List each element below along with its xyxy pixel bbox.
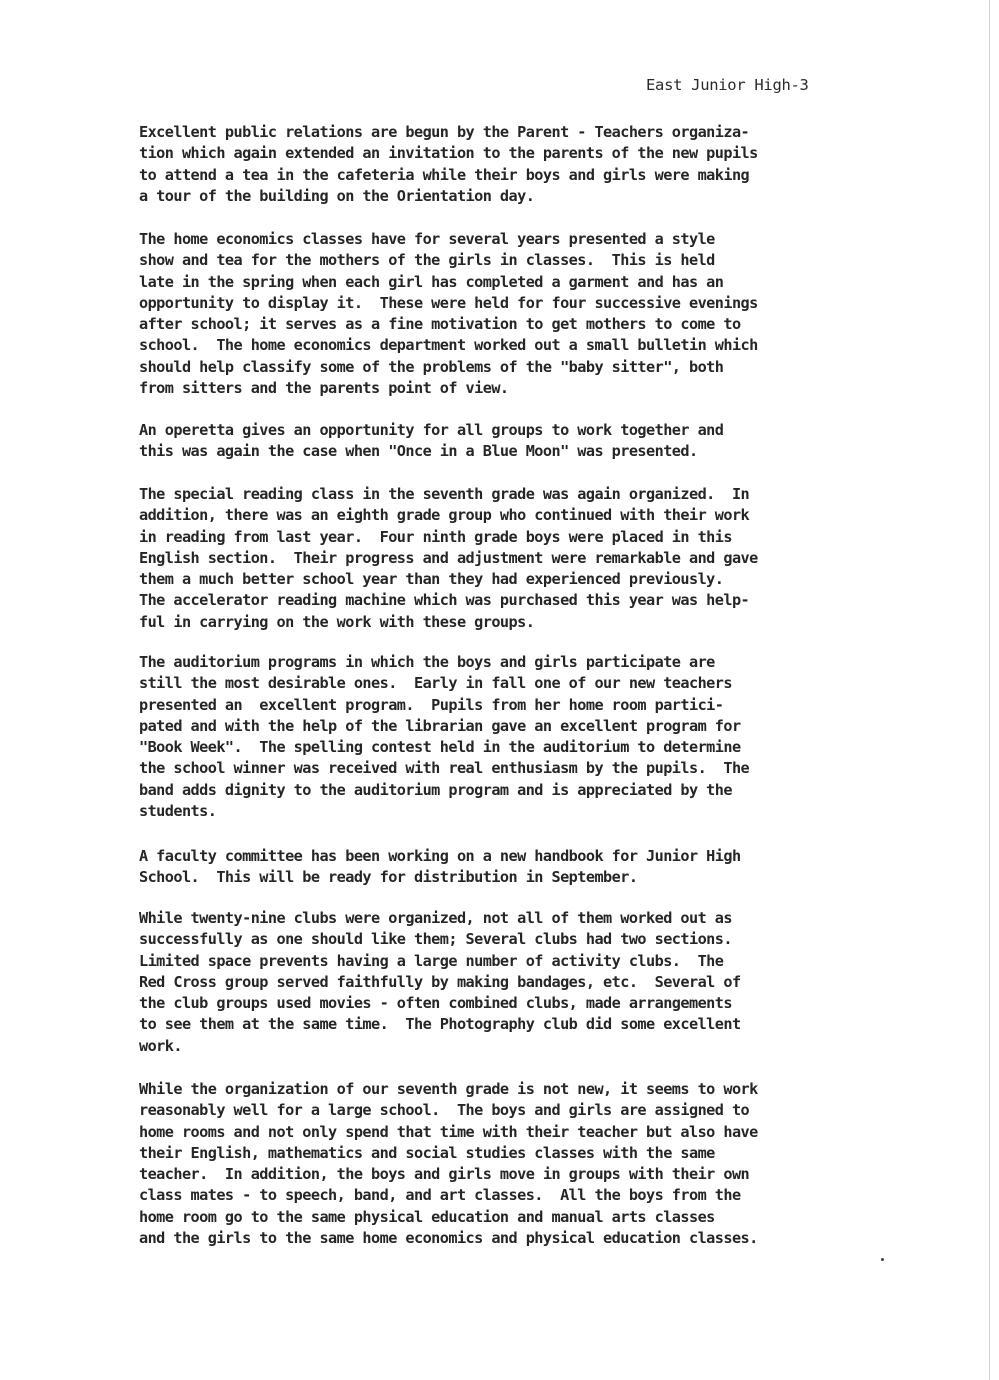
text-line: While the organization of our seventh grade is not new, it seems to work (139, 1080, 758, 1098)
text-line: late in the spring when each girl has completed a garment and has an (139, 272, 724, 291)
text-line: the school winner was received with real enthusiasm by the pupils. The (139, 759, 750, 778)
text-line: in reading from last year. Four ninth grade boys were placed in this (139, 527, 732, 546)
text-line: A faculty committee has been working on a new handbook for Junior High (139, 847, 741, 865)
text-line: ful in carrying on the work with these groups. (139, 612, 535, 631)
paragraph-special-reading (139, 484, 919, 633)
text-line: opportunity to display it. These were held for four successive evenings (139, 293, 758, 312)
text-line: Limited space prevents having a large number of activity clubs. The (139, 951, 724, 970)
text-line: home room go to the same physical education and manual arts classes (139, 1207, 715, 1226)
text-line: Red Cross group served faithfully by making bandages, etc. Several of (139, 972, 741, 991)
text-line: addition, there was an eighth grade group who continued with their work (139, 506, 750, 525)
text-line: still the most desirable ones. Early in fall one of our new teachers (139, 674, 732, 693)
paragraph-home-economics (139, 229, 919, 399)
text-line: should help classify some of the problems of the "baby sitter", both (139, 357, 724, 376)
text-line: The special reading class in the seventh grade was again organized. In (139, 485, 750, 503)
text-line: class mates - to speech, band, and art classes. All the boys from the (139, 1186, 741, 1205)
text-line: successfully as one should like them; Several clubs had two sections. (139, 930, 732, 949)
text-line: teacher. In addition, the boys and girls move in groups with their own (139, 1165, 750, 1184)
text-line: them a much better school year than they had experienced previously. (139, 570, 724, 589)
paragraph-public-relations (139, 122, 919, 207)
text-line: from sitters and the parents point of view. (139, 379, 509, 398)
text-line: work. (139, 1036, 182, 1055)
text-line: The accelerator reading machine which was purchased this year was help- (139, 591, 750, 610)
text-line: presented an excellent program. Pupils from her home room partici- (139, 695, 724, 714)
text-line: show and tea for the mothers of the girls in classes. This is held (139, 251, 715, 270)
text-line: and the girls to the same home economics and physical education classes. (139, 1229, 758, 1248)
text-line: their English, mathematics and social studies classes with the same (139, 1143, 715, 1162)
text-line: to see them at the same time. The Photography club did some excellent (139, 1015, 741, 1034)
text-line: Excellent public relations are begun by the Parent - Teachers organiza- (139, 123, 750, 141)
text-line: While twenty-nine clubs were organized, not all of them worked out as (139, 909, 732, 927)
text-line: the club groups used movies - often combined clubs, made arrangements (139, 994, 732, 1013)
text-line: English section. Their progress and adjustment were remarkable and gave (139, 548, 758, 567)
paragraph-operetta (139, 420, 919, 463)
text-line: tion which again extended an invitation to the parents of the new pupils (139, 144, 758, 163)
text-line: home rooms and not only spend that time with their teacher but also have (139, 1122, 758, 1141)
text-line: School. This will be ready for distribution in September. (139, 868, 638, 887)
text-line: students. (139, 802, 217, 821)
text-line: reasonably well for a large school. The boys and girls are assigned to (139, 1101, 750, 1120)
text-line: An operetta gives an opportunity for all groups to work together and (139, 421, 724, 439)
paragraph-seventh-grade (139, 1079, 919, 1249)
paragraph-faculty-committee (139, 846, 919, 889)
text-line: school. The home economics department worked out a small bulletin which (139, 336, 758, 355)
text-line: this was again the case when "Once in a Blue Moon" was presented. (139, 442, 698, 461)
paragraph-clubs (139, 908, 919, 1057)
text-line: to attend a tea in the cafeteria while their boys and girls were making (139, 165, 750, 184)
text-line: a tour of the building on the Orientation day. (139, 186, 535, 205)
scan-edge-line (989, 0, 990, 1380)
text-line: pated and with the help of the librarian gave an excellent program for (139, 716, 741, 735)
text-line: The auditorium programs in which the boys and girls participate are (139, 653, 715, 671)
page-header: East Junior High-3 (646, 76, 809, 94)
paragraph-auditorium (139, 652, 919, 822)
ink-speck (881, 1258, 884, 1261)
text-line: after school; it serves as a fine motivation to get mothers to come to (139, 315, 741, 334)
text-line: "Book Week". The spelling contest held in the auditorium to determine (139, 738, 741, 757)
text-line: The home economics classes have for several years presented a style (139, 230, 715, 248)
text-line: band adds dignity to the auditorium program and is appreciated by the (139, 780, 732, 799)
